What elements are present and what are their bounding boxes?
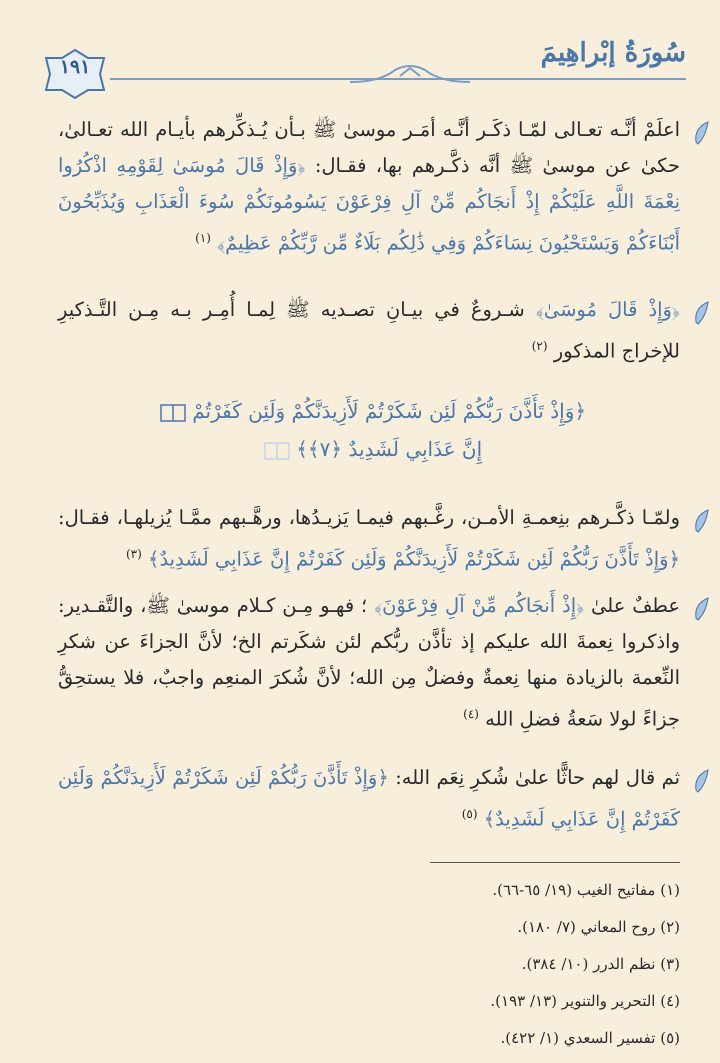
paragraph-2 xyxy=(58,292,680,370)
leaf-bullet-icon xyxy=(692,596,712,622)
footnotes xyxy=(58,872,680,1057)
footnote-divider xyxy=(430,862,680,863)
paragraph-1 xyxy=(58,112,680,262)
paragraph-5 xyxy=(58,760,680,838)
paragraph-text: المذكور xyxy=(553,339,616,363)
footnote-ref: (٥) xyxy=(461,807,478,821)
paragraph-text: ولمّـا ذكَّـرهم بنِعمـةِ الأمـن، رغَّـبهم فيمـا يَزيـدُها، ورهَّـبهم ممَّـا يُزيلهـا، فقـال: xyxy=(58,506,680,529)
paragraph-text: ؛ فهـو مِـن كـلام موسىٰ ﷺ، والتَّقـدير: xyxy=(58,594,368,617)
paragraph-text: حكىٰ عن موسىٰ ﷺ أنَّه ذكَّـرهم بها، فقـال: xyxy=(314,154,681,177)
quran-verse: ﴿وَإِذْ تَأَذَّنَ رَبُّكُمْ لَئِن شَكَرْتُمْ لَأَزِيدَنَّكُمْ وَلَئِن كَفَرْتُمْ xyxy=(192,399,587,423)
footnote-item: (٤) التحرير والتنوير (١٣/ ١٩٣). xyxy=(490,992,680,1010)
header-ornament-icon xyxy=(340,62,480,96)
paragraph-3 xyxy=(58,500,680,578)
footnote-item: (١) مفاتيح الغيب (١٩/ ٦٥-٦٦). xyxy=(492,881,680,899)
paragraph-text: بالزيادة منها نِعمةٌ وفضلٌ مِن الله؛ لأنَّ شُكرَ المنعِم واجبٌ، فلا يستحِقُّ جزاءً لولا xyxy=(58,666,680,731)
footnote-item: (٥) تفسير السعدي (١/ ٤٢٢). xyxy=(500,1029,680,1047)
page-number: ١٩١ xyxy=(59,56,91,78)
quran-verse: وَلَئِن كَفَرْتُمْ إِنَّ عَذَابِي لَشَدِيدٌ﴾ xyxy=(58,766,680,831)
quran-verse: اللَّهِ عَلَيْكُمْ إِذْ أَنجَاكُم مِّنْ آلِ فِرْعَوْنَ يَسُومُونَكُمْ سُوءَ الْعَذَابِ وَيُذَبِّحُونَ أَبْنَاءَكُمْ xyxy=(58,190,680,255)
paragraph-text: ثم قال لهم حاثًّا علىٰ شُكرِ نِعَم الله: xyxy=(395,766,681,789)
paragraph-text: سَعةُ فضلِ الله xyxy=(485,707,604,731)
leaf-bullet-icon xyxy=(692,120,712,146)
quran-verse: إِنَّ عَذَابِي لَشَدِيدٌ ﴿٧﴾﴾ xyxy=(296,437,483,461)
leaf-bullet-icon xyxy=(692,300,712,326)
quran-verse: ﴿إِذْ أَنجَاكُم مِّنْ آلِ فِرْعَوْنَ﴾ xyxy=(374,594,585,617)
open-book-icon xyxy=(160,403,186,423)
paragraph-text: شـروعٌ في بيـانِ تصـديه ﷺ لِمـا أُمِـر بـه مِـن التَّـذكيرِ للإخراج xyxy=(58,298,680,363)
quran-verse: وَيَسْتَحْيُونَ نِسَاءَكُمْ وَفِي ذَٰلِكُم بَلَاءٌ مِّن رَّبِّكُمْ عَظِيمٌ﴾ xyxy=(217,231,620,255)
page-header xyxy=(40,38,686,98)
quran-verse: ﴿وَإِذْ قَالَ مُوسَىٰ لِقَوْمِهِ اذْكُرُوا نِعْمَةَ xyxy=(58,154,681,213)
footnote-ref: (٣) xyxy=(125,547,142,561)
leaf-bullet-icon xyxy=(692,768,712,794)
open-book-icon xyxy=(264,441,290,461)
quran-verse: ﴿وَإِذْ قَالَ مُوسَىٰ﴾ xyxy=(535,298,680,321)
leaf-bullet-icon xyxy=(692,508,712,534)
paragraph-text: اعلَمْ أنَّـه تعـالى لمّـا ذكَـر أنَّـه أمَـر موسىٰ ﷺ بـأن يُـذكِّرهم بأيـام الله تعـالىٰ، xyxy=(58,118,680,141)
footnote-ref: (٤) xyxy=(463,707,479,721)
surah-title: سُورَةُ إبْراهِيمَ xyxy=(540,38,686,68)
quran-verse: ﴿وَإِذْ تَأَذَّنَ رَبُّكُمْ لَئِن شَكَرْتُمْ لَأَزِيدَنَّكُمْ xyxy=(100,766,389,789)
paragraph-4 xyxy=(58,588,680,738)
paragraph-text: عطفٌ علىٰ xyxy=(591,594,681,617)
paragraph-text: واذكروا نِعمةَ الله عليكم إذ تأذَّن ربُّكم لئن شكَرتم الخ؛ لأنَّ الجزاءَ عن شكرِ النِّعمة xyxy=(58,630,680,689)
footnote-item: (٣) نظم الدرر (١٠/ ٣٨٤). xyxy=(521,955,680,973)
footnote-item: (٢) روح المعاني (٧/ ١٨٠). xyxy=(517,918,680,936)
quran-verse: ﴿وَإِذْ تَأَذَّنَ رَبُّكُمْ لَئِن شَكَرْتُمْ لَأَزِيدَنَّكُمْ وَلَئِن كَفَرْتُمْ إِنَّ عَذَابِي لَشَدِيدٌ﴾ xyxy=(148,547,680,571)
footnote-ref: (١) xyxy=(195,231,211,245)
footnote-ref: (٢) xyxy=(531,339,548,353)
centered-verse-block xyxy=(58,392,680,468)
